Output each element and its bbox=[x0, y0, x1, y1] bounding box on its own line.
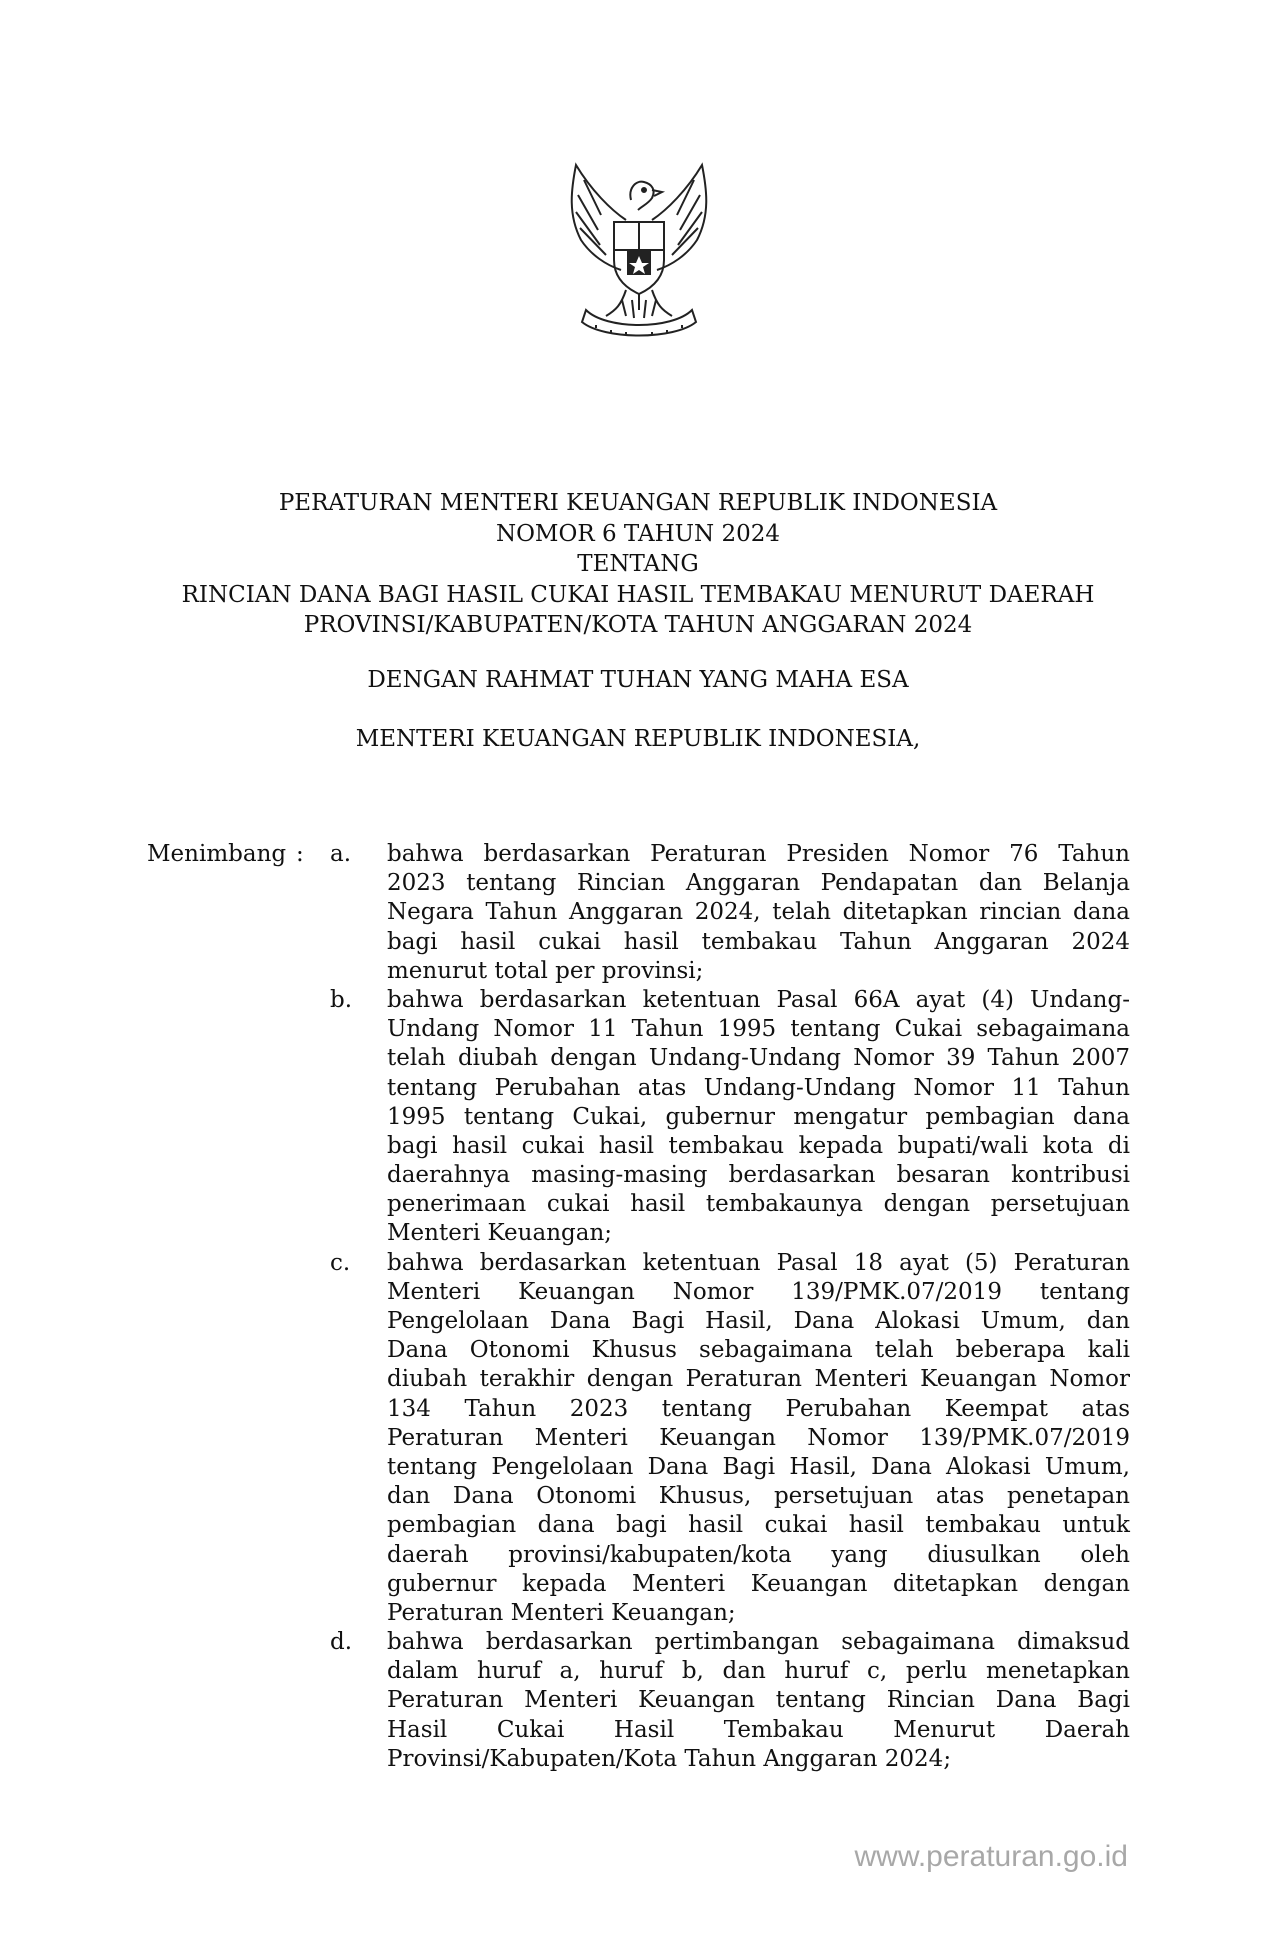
item-line: 2023 tentang Rincian Anggaran Pendapatan dan Belanja bbox=[387, 870, 1130, 897]
heading-subject-line-1: RINCIAN DANA BAGI HASIL CUKAI HASIL TEMBAKAU MENURUT DAERAH bbox=[181, 581, 1095, 608]
item-marker: b. bbox=[330, 986, 353, 1013]
considering-item-a bbox=[330, 840, 1130, 986]
considering-label: Menimbang bbox=[147, 841, 287, 867]
item-line: dalam huruf a, huruf b, dan huruf c, perlu menetapkan bbox=[387, 1658, 1130, 1685]
heading-number: NOMOR 6 TAHUN 2024 bbox=[495, 520, 781, 547]
item-line: bahwa berdasarkan ketentuan Pasal 18 ayat (5) Peraturan bbox=[387, 1249, 1130, 1276]
item-marker: d. bbox=[330, 1629, 353, 1656]
item-line: menurut total per provinsi; bbox=[387, 957, 704, 984]
item-line: Peraturan Menteri Keuangan; bbox=[387, 1599, 736, 1626]
considering-list bbox=[330, 840, 1130, 1774]
item-marker: c. bbox=[330, 1249, 351, 1276]
item-line: gubernur kepada Menteri Keuangan ditetapkan dengan bbox=[387, 1570, 1130, 1597]
item-line: Dana Otonomi Khusus sebagaimana telah beberapa kali bbox=[387, 1337, 1130, 1364]
considering-item-b bbox=[330, 986, 1130, 1249]
item-line: Peraturan Menteri Keuangan Nomor 139/PMK.07/2019 bbox=[387, 1424, 1130, 1451]
item-line: pembagian dana bagi hasil cukai hasil tembakau untuk bbox=[387, 1512, 1130, 1539]
item-line: bahwa berdasarkan Peraturan Presiden Nomor 76 Tahun bbox=[387, 841, 1130, 867]
item-line: Menteri Keuangan Nomor 139/PMK.07/2019 tentang bbox=[387, 1278, 1130, 1305]
invocation: DENGAN RAHMAT TUHAN YANG MAHA ESA bbox=[367, 667, 909, 693]
item-line: dan Dana Otonomi Khusus, persetujuan atas penetapan bbox=[387, 1483, 1130, 1510]
watermark-url: www.peraturan.go.id bbox=[854, 1840, 1128, 1873]
item-line: Hasil Cukai Hasil Tembakau Menurut Daerah bbox=[387, 1716, 1130, 1743]
considering-colon: : bbox=[296, 841, 304, 867]
considering-item-c bbox=[330, 1249, 1130, 1628]
item-line: Provinsi/Kabupaten/Kota Tahun Anggaran 2024; bbox=[387, 1745, 952, 1772]
item-line: Pengelolaan Dana Bagi Hasil, Dana Alokasi Umum, dan bbox=[387, 1308, 1130, 1334]
regulation-heading bbox=[100, 488, 1176, 641]
garuda-emblem-icon bbox=[556, 160, 722, 340]
item-line: bahwa berdasarkan ketentuan Pasal 66A ayat (4) Undang- bbox=[387, 986, 1130, 1013]
item-line: Menteri Keuangan; bbox=[387, 1220, 613, 1247]
item-line: tentang Pengelolaan Dana Bagi Hasil, Dana Alokasi Umum, bbox=[387, 1453, 1130, 1480]
item-line: Peraturan Menteri Keuangan tentang Rincian Dana Bagi bbox=[387, 1687, 1130, 1714]
item-marker: a. bbox=[330, 841, 352, 867]
item-line: daerahnya masing-masing berdasarkan besaran kontribusi bbox=[387, 1162, 1130, 1189]
item-line: 1995 tentang Cukai, gubernur mengatur pembagian dana bbox=[387, 1103, 1130, 1130]
heading-title: PERATURAN MENTERI KEUANGAN REPUBLIK INDONESIA bbox=[278, 490, 998, 516]
item-line: penerimaan cukai hasil tembakaunya dengan persetujuan bbox=[387, 1191, 1130, 1218]
item-line: 134 Tahun 2023 tentang Perubahan Keempat atas bbox=[387, 1395, 1130, 1422]
minister-title: MENTERI KEUANGAN REPUBLIK INDONESIA, bbox=[355, 726, 921, 752]
considering-item-d bbox=[330, 1628, 1130, 1774]
item-line: bagi hasil cukai hasil tembakau Tahun Anggaran 2024 bbox=[387, 928, 1130, 955]
item-line: telah diubah dengan Undang-Undang Nomor 39 Tahun 2007 bbox=[387, 1045, 1130, 1072]
heading-subject-line-2: PROVINSI/KABUPATEN/KOTA TAHUN ANGGARAN 2024 bbox=[303, 612, 973, 638]
item-line: tentang Perubahan atas Undang-Undang Nomor 11 Tahun bbox=[387, 1074, 1130, 1101]
item-line: Undang Nomor 11 Tahun 1995 tentang Cukai sebagaimana bbox=[387, 1016, 1130, 1043]
heading-about: TENTANG bbox=[577, 551, 699, 577]
item-line: daerah provinsi/kabupaten/kota yang diusulkan oleh bbox=[387, 1541, 1130, 1568]
item-line: Negara Tahun Anggaran 2024, telah ditetapkan rincian dana bbox=[387, 899, 1130, 926]
item-line: bagi hasil cukai hasil tembakau kepada bupati/wali kota di bbox=[387, 1132, 1130, 1159]
item-line: diubah terakhir dengan Peraturan Menteri Keuangan Nomor bbox=[387, 1366, 1130, 1393]
item-line: bahwa berdasarkan pertimbangan sebagaimana dimaksud bbox=[387, 1629, 1130, 1656]
